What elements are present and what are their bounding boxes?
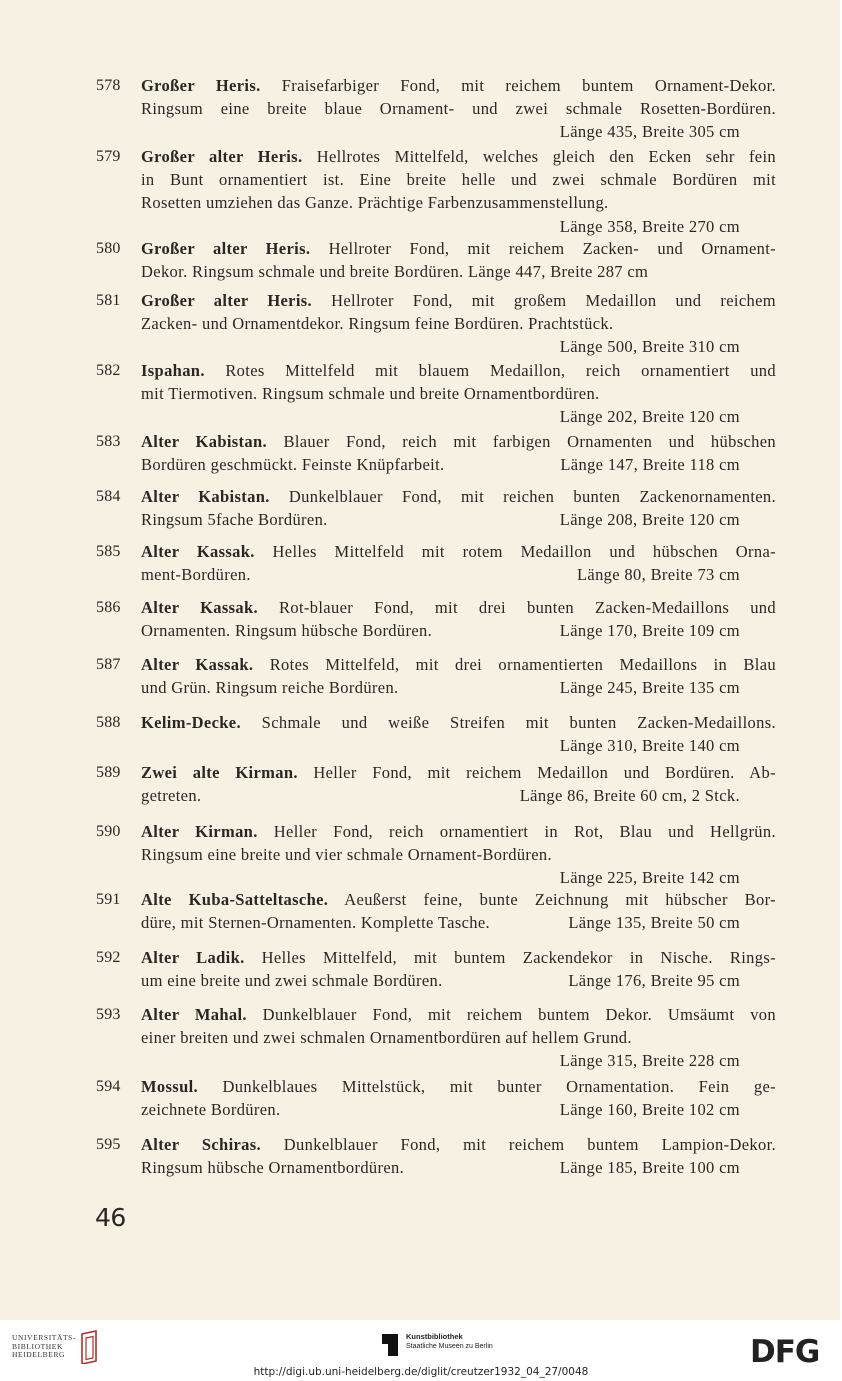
lot-number: 581 [96,292,121,309]
entry-line [141,785,776,808]
lot-number: 594 [96,1078,121,1095]
entry-text: getreten. [141,786,202,806]
rug-dimensions: Länge 147, Breite 118 cm [560,455,740,475]
entry-line [141,654,776,677]
entry-text: Ornamenten. Ringsum hübsche Bordüren. [141,621,433,641]
entry-text: um eine breite und zwei schmale Bordüren. [141,971,443,991]
entry-line [141,620,776,643]
entry-line [141,290,776,313]
entry-line [141,1157,776,1180]
entry-text: Ringsum eine breite und vier schmale Ornament-Bordüren. [141,845,553,865]
lot-number: 587 [96,656,121,673]
entry-line [141,712,776,735]
entry-text: Rotes Mittelfeld mit blauem Medaillon, reich ornamentiert und [204,361,776,380]
entry-line [141,1027,776,1050]
rug-title: Kelim-Decke. [141,713,241,732]
entry-text: Dunkelblauer Fond, mit reichem buntem Dekor. Umsäumt von [246,1005,776,1024]
lot-number: 579 [96,148,121,165]
lot-number: 592 [96,949,121,966]
lot-number: 585 [96,543,121,560]
entry-line [141,821,776,844]
entry-text: Hellroter Fond, mit reichem Zacken- und Ornament- [310,239,776,258]
rug-dimensions: Länge 86, Breite 60 cm, 2 Stck. [519,786,740,806]
rug-dimensions: Länge 170, Breite 109 cm [559,621,740,641]
rug-dimensions: Länge 135, Breite 50 cm [568,913,740,933]
rug-title: Großer alter Heris. [141,147,303,166]
entry-line [141,970,776,993]
entry-text: Ringsum hübsche Ornamentbordüren. [141,1158,405,1178]
entry-line [141,486,776,509]
ub-heidelberg-logo-icon[interactable] [78,1330,100,1364]
entry-line [141,98,776,121]
entry-text: Ringsum 5fache Bordüren. [141,510,328,530]
entry-text: und Grün. Ringsum reiche Bordüren. [141,678,399,698]
rug-dimensions: Länge 245, Breite 135 cm [559,678,740,698]
rug-title: Alter Mahal. [141,1005,247,1024]
rug-title: Großer Heris. [141,76,261,95]
entry-line [141,1099,776,1122]
entry-line [141,261,776,284]
rug-title: Ispahan. [141,361,205,380]
entry-text: Länge 225, Breite 142 cm [559,868,740,888]
rug-dimensions: Länge 160, Breite 102 cm [559,1100,740,1120]
entry-line [141,947,776,970]
entry-line [141,597,776,620]
entry-line [141,677,776,700]
rug-dimensions: Länge 176, Breite 95 cm [568,971,740,991]
entry-text: Heller Fond, mit reichem Medaillon und Bordüren. Ab- [297,763,776,782]
entry-text: Hellrotes Mittelfeld, welches gleich den Ecken sehr fein [302,147,776,166]
entry-line [141,509,776,532]
ub-line-2: BIBLIOTHEK [12,1341,63,1351]
entry-line [141,762,776,785]
entry-line [141,192,776,215]
entry-line [141,121,740,144]
entry-text: Aeußerst feine, bunte Zeichnung mit hübscher Bor- [328,890,776,909]
rug-title: Alter Kirman. [141,822,258,841]
rug-title: Alter Kassak. [141,655,254,674]
entry-text: Helles Mittelfeld mit rotem Medaillon und hübschen Orna- [254,542,776,561]
entry-text: Rot-blauer Fond, mit drei bunten Zacken-Medaillons und [258,598,777,617]
entry-text: Dunkelblaues Mittelstück, mit bunter Ornamentation. Fein ge- [198,1077,776,1096]
entry-line [141,431,776,454]
entry-text: Schmale und weiße Streifen mit bunten Zacken-Medaillons. [240,713,776,732]
entry-line [141,146,776,169]
ub-heidelberg-label[interactable] [12,1334,76,1360]
entry-line [141,360,776,383]
entry-text: ment-Bordüren. [141,565,251,585]
entry-line [141,169,776,192]
entry-text: Bordüren geschmückt. Feinste Knüpfarbeit. [141,455,445,475]
entry-text: Hellroter Fond, mit großem Medaillon und reichem [312,291,776,310]
lot-number: 593 [96,1006,121,1023]
rug-title: Zwei alte Kirman. [141,763,298,782]
kb-line-1: Kunstbibliothek [406,1332,463,1341]
lot-number: 582 [96,362,121,379]
rug-dimensions: Länge 185, Breite 100 cm [559,1158,740,1178]
digitization-footer [0,1320,842,1381]
entry-line [141,564,776,587]
kb-line-2: Staatliche Museen zu Berlin [406,1343,493,1350]
entry-text: Länge 310, Breite 140 cm [559,736,740,756]
rug-title: Alter Kassak. [141,598,259,617]
lot-number: 580 [96,240,121,257]
kunstbibliothek-label[interactable] [380,1332,493,1356]
lot-number: 591 [96,891,121,908]
entry-line [141,383,776,406]
entry-text: Fraisefarbiger Fond, mit reichem buntem Ornament-Dekor. [260,76,776,95]
entry-line [141,75,776,98]
entry-text: Helles Mittelfeld, mit buntem Zackendekor in Nische. Rings- [244,948,776,967]
entry-line [141,912,776,935]
lot-number: 589 [96,764,121,781]
entry-line [141,406,740,429]
rug-title: Alter Schiras. [141,1135,262,1154]
entry-line [141,541,776,564]
entry-text: Länge 500, Breite 310 cm [559,337,740,357]
lot-number: 595 [96,1136,121,1153]
entry-text: Ringsum eine breite blaue Ornament- und zwei schmale Rosetten-Bordüren. [141,99,776,119]
page-number: 46 [95,1203,126,1232]
lot-number: 583 [96,433,121,450]
entry-text: Dunkelblauer Fond, mit reichem buntem Lampion-Dekor. [261,1135,776,1154]
entry-line [141,238,776,261]
entry-text: Länge 202, Breite 120 cm [559,407,740,427]
entry-line [141,1004,776,1027]
entry-line [141,1134,776,1157]
entry-text: einer breiten und zwei schmalen Ornamentbordüren auf hellem Grund. [141,1028,632,1048]
entry-text: Blauer Fond, reich mit farbigen Ornamenten und hübschen [267,432,777,451]
rug-title: Alter Kabistan. [141,487,270,506]
ub-line-1: UNIVERSITÄTS- [12,1333,77,1342]
entry-text: Länge 358, Breite 270 cm [559,216,740,236]
lot-number: 586 [96,599,121,616]
entry-text: mit Tiermotiven. Ringsum schmale und breite Ornamentbordüren. [141,384,600,404]
rug-title: Mossul. [141,1077,199,1096]
entry-line [141,1050,740,1073]
entry-line [141,889,776,912]
entry-line [141,454,776,477]
entry-line [141,1076,776,1099]
entry-line [141,844,776,867]
lot-number: 588 [96,714,121,731]
lot-number: 590 [96,823,121,840]
entry-text: Dekor. Ringsum schmale und breite Bordüren. Länge 447, Breite 287 cm [141,262,649,282]
rug-dimensions: Länge 208, Breite 120 cm [559,510,740,530]
rug-dimensions: Länge 80, Breite 73 cm [576,565,740,585]
entry-text: Zacken- und Ornamentdekor. Ringsum feine Bordüren. Prachtstück. [141,314,614,334]
rug-title: Großer alter Heris. [141,239,311,258]
entry-text: zeichnete Bordüren. [141,1100,281,1120]
rug-title: Alter Kassak. [141,542,255,561]
entry-text: Dunkelblauer Fond, mit reichen bunten Zackenornamenten. [269,487,777,506]
entry-text: Länge 435, Breite 305 cm [559,122,740,142]
dfg-logo[interactable]: DFG [750,1334,820,1370]
entry-text: Rotes Mittelfeld, mit drei ornamentierten Medaillons in Blau [253,655,776,674]
ub-line-3: HEIDELBERG [12,1350,66,1359]
lot-number: 578 [96,77,121,94]
entry-text: düre, mit Sternen-Ornamenten. Komplette Tasche. [141,913,491,933]
entry-text: Länge 315, Breite 228 cm [559,1051,740,1071]
rug-title: Alter Ladik. [141,948,245,967]
kunstbibliothek-logo-icon [380,1332,400,1356]
entry-text: in Bunt ornamentiert ist. Eine breite helle und zwei schmale Bordüren mit [141,170,776,190]
rug-title: Alter Kabistan. [141,432,268,451]
entry-line [141,867,740,890]
entry-line [141,735,740,758]
source-url-link[interactable]: http://digi.ub.uni-heidelberg.de/diglit/creutzer1932_04_27/0048 [253,1366,589,1378]
lot-number: 584 [96,488,121,505]
entry-text: Heller Fond, reich ornamentiert in Rot, Blau und Hellgrün. [257,822,776,841]
entry-line [141,216,740,239]
entry-line [141,313,776,336]
rug-title: Alte Kuba-Satteltasche. [141,890,329,909]
entry-line [141,336,740,359]
rug-title: Großer alter Heris. [141,291,313,310]
entry-text: Rosetten umziehen das Ganze. Prächtige Farbenzusammenstellung. [141,193,609,213]
